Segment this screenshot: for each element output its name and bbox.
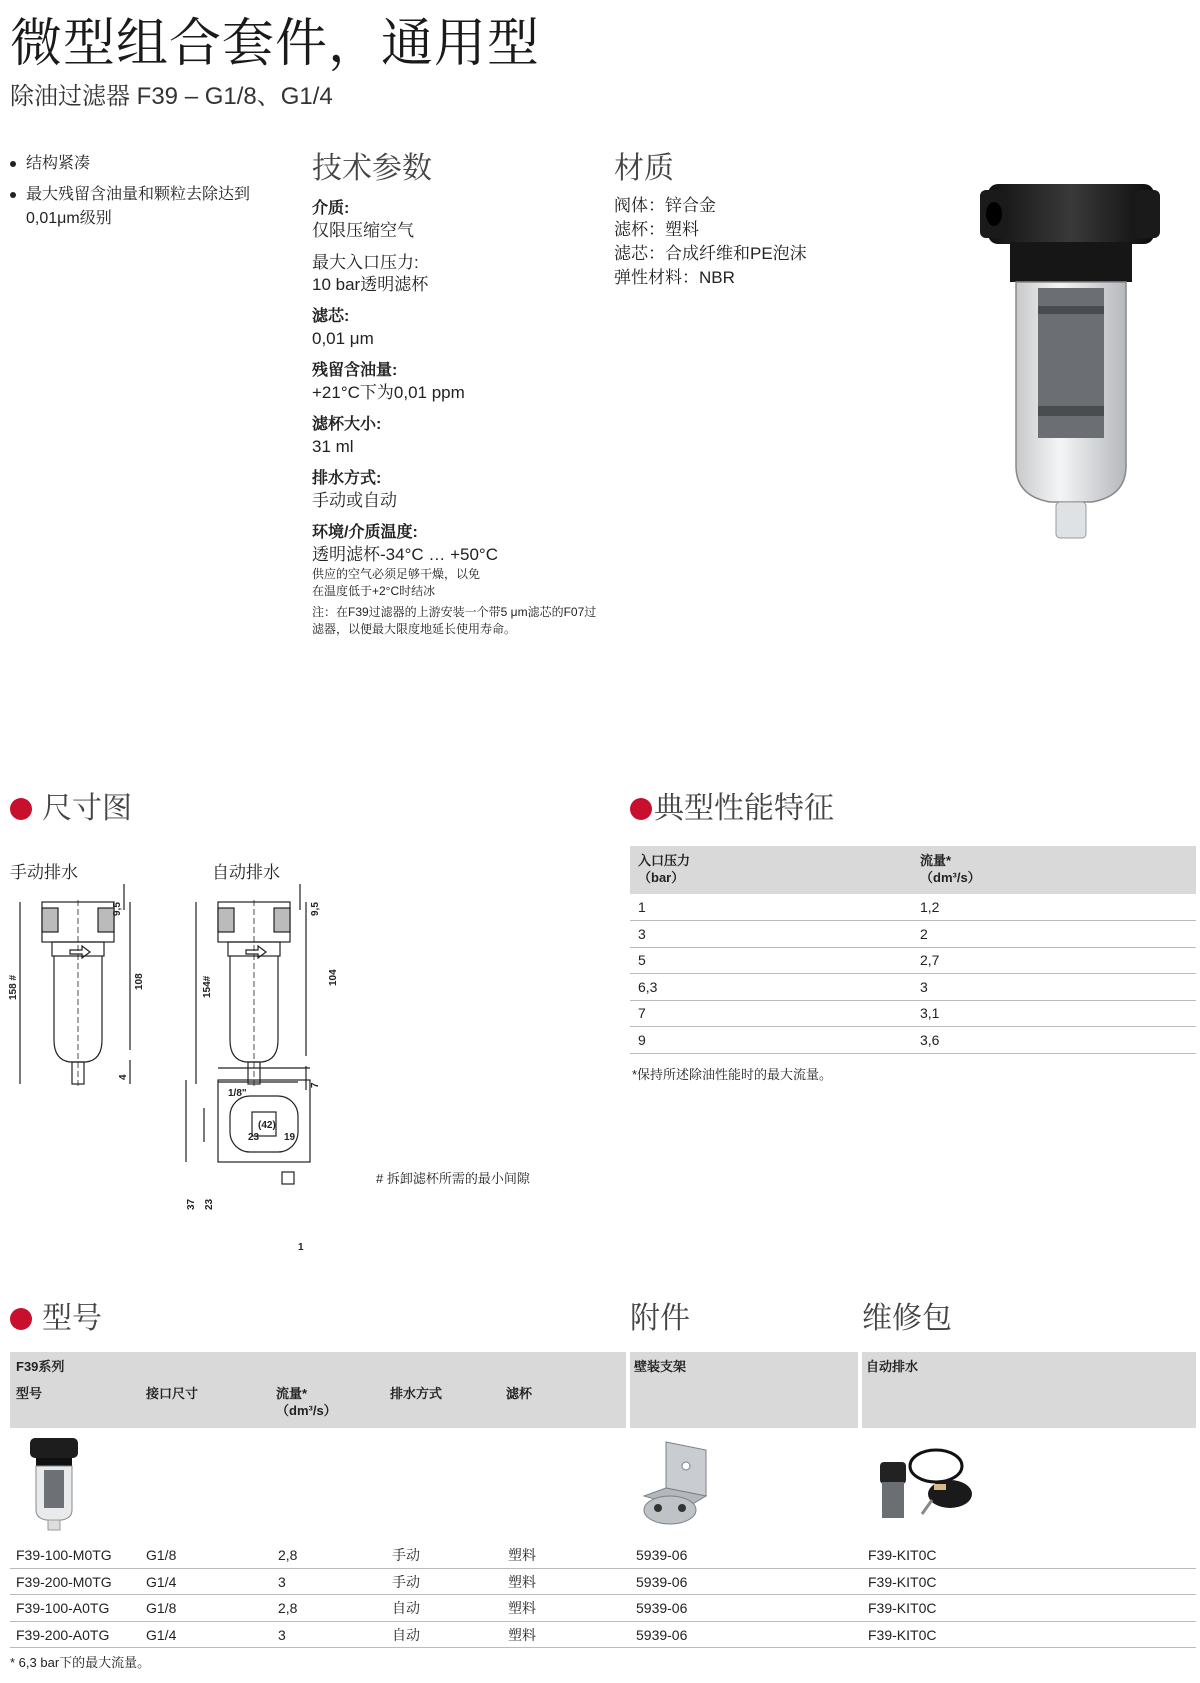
service-kit-image: [876, 1446, 986, 1526]
header-divider: [626, 1352, 630, 1428]
col-bowl: 滤杯: [506, 1386, 533, 1401]
table-row: [10, 1569, 1196, 1596]
dim-right: 19: [284, 1132, 296, 1143]
col-port: 接口尺寸: [146, 1386, 199, 1401]
pressure-cell: 7: [630, 1000, 912, 1027]
models-heading: [10, 1300, 102, 1338]
models-footnote: * 6,3 bar下的最大流量。: [10, 1655, 151, 1670]
filter-product-image: [980, 176, 1160, 546]
dim-auto-height: 104: [328, 969, 339, 986]
element-value: 0,01 μm: [312, 329, 374, 348]
pressure-cell: 6,3: [630, 974, 912, 1001]
bracket-part: 5939-06: [636, 1573, 688, 1590]
flow-rate: 3: [278, 1626, 286, 1643]
bowl-value: 31 ml: [312, 437, 354, 456]
table-row: [630, 1000, 1196, 1027]
dim-auto-top: 9,5: [310, 902, 321, 916]
flow-rate: 2,8: [278, 1547, 298, 1563]
col-pressure: [630, 846, 912, 894]
material-line: 滤杯：塑料: [614, 220, 699, 239]
col-pressure-label: 入口压力: [638, 853, 691, 868]
service-kit-part: F39-KIT0C: [868, 1573, 937, 1590]
col-flow-unit: （dm³/s）: [920, 870, 981, 885]
service-kit-part: F39-KIT0C: [868, 1626, 937, 1643]
col-flow-label: 流量*: [920, 853, 952, 868]
dim-h2: 23: [204, 1198, 215, 1210]
tech-heading: 技术参数: [312, 152, 432, 185]
flow-cell: 3: [912, 974, 1196, 1001]
page-title: 微型组合套件，通用型: [10, 15, 541, 73]
port-size: G1/8: [146, 1547, 177, 1563]
feature-item: 最大残留含油量和颗粒去除达到0,01μm级别: [10, 183, 270, 231]
table-row: [630, 974, 1196, 1001]
performance-heading: [630, 790, 834, 828]
service-kit-part: F39-KIT0C: [868, 1600, 937, 1616]
table-header-row: [630, 846, 1196, 894]
flow-rate: 2,8: [278, 1600, 298, 1616]
table-row: [630, 947, 1196, 974]
tech-specs: [312, 150, 622, 638]
dim-width: (42): [258, 1120, 276, 1131]
performance-footnote: *保持所述除油性能时的最大流量。: [632, 1067, 833, 1082]
col-flow: [912, 846, 1196, 894]
col-model: 型号: [16, 1386, 43, 1401]
dimensions-heading: [10, 790, 132, 828]
medium-label: 介质:: [312, 200, 350, 217]
models-heading-text: 型号: [42, 1302, 102, 1335]
performance-heading-text: 典型性能特征: [654, 792, 834, 825]
section-bullet-icon: [10, 1308, 32, 1330]
section-bullet-icon: [630, 798, 652, 820]
medium-value: 仅限压缩空气: [312, 221, 414, 240]
model-rows: [10, 1542, 1196, 1648]
manual-drain-label: 手动排水: [10, 863, 78, 882]
drain-label: 排水方式:: [312, 470, 382, 487]
bracket-part: 5939-06: [636, 1600, 688, 1616]
service-kit-heading: 维修包: [862, 1302, 952, 1335]
port-size: G1/4: [146, 1626, 177, 1643]
bracket-part: 5939-06: [636, 1626, 688, 1643]
dim-left: 23: [248, 1132, 260, 1143]
temp-label: 环境/介质温度:: [312, 524, 418, 541]
flow-cell: 3,6: [912, 1027, 1196, 1054]
col-bracket: 壁装支架: [634, 1359, 687, 1374]
dim-port: 1/8": [228, 1088, 247, 1099]
material-line: 阀体：锌合金: [614, 196, 716, 215]
wall-bracket-image: [636, 1436, 716, 1528]
header-divider: [858, 1352, 862, 1428]
bowl-material: 塑料: [508, 1573, 536, 1590]
bowl-material: 塑料: [508, 1626, 536, 1643]
drain-type: 手动: [392, 1547, 420, 1563]
pressure-cell: 5: [630, 947, 912, 974]
material-line: 滤芯：合成纤维和PE泡沫: [614, 244, 807, 263]
install-note: 注：在F39过滤器的上游安装一个带5 μm滤芯的F07过: [312, 605, 597, 619]
flow-cell: 3,1: [912, 1000, 1196, 1027]
dim-manual-bottom: 4: [118, 1074, 129, 1080]
col-flow: 流量*: [276, 1386, 308, 1401]
table-row: [630, 1027, 1196, 1054]
flow-rate: 3: [278, 1573, 286, 1590]
dim-h1: 37: [186, 1198, 197, 1210]
drain-type: 自动: [392, 1626, 420, 1643]
drain-value: 手动或自动: [312, 491, 397, 510]
dimension-drawing: [0, 880, 380, 1260]
temp-note: 在温度低于+2°C时结冰: [312, 584, 436, 598]
bowl-material: 塑料: [508, 1547, 536, 1563]
temp-note: 供应的空气必须足够干燥，以免: [312, 567, 481, 581]
callout-number: 1: [298, 1242, 304, 1253]
feature-item: 结构紧凑: [10, 152, 270, 176]
material-line: 弹性材料：NBR: [614, 268, 735, 287]
table-row: [10, 1542, 1196, 1569]
clearance-note: # 拆卸滤杯所需的最小间隙: [376, 1171, 530, 1186]
dim-manual-total: 158 #: [8, 974, 19, 1000]
pressure-cell: 1: [630, 894, 912, 921]
model-number: F39-200-A0TG: [16, 1626, 110, 1643]
filter-thumbnail-image: [26, 1436, 82, 1532]
dim-manual-height: 108: [134, 973, 145, 990]
dim-auto-bottom: 7: [310, 1082, 321, 1088]
dim-manual-top: 9,5: [112, 902, 123, 916]
model-number: F39-100-M0TG: [16, 1547, 112, 1563]
pressure-value: 10 bar透明滤杯: [312, 275, 429, 294]
performance-table: [630, 846, 1196, 1054]
element-label: 滤芯:: [312, 308, 350, 325]
col-drain: 排水方式: [390, 1386, 443, 1401]
model-number: F39-200-M0TG: [16, 1573, 112, 1590]
port-size: G1/8: [146, 1600, 177, 1616]
feature-list: [10, 152, 270, 238]
dimensions-heading-text: 尺寸图: [42, 792, 132, 825]
col-pressure-unit: （bar）: [638, 870, 685, 885]
bowl-material: 塑料: [508, 1600, 536, 1616]
oil-value: +21°C下为0,01 ppm: [312, 383, 465, 402]
auto-drain-label: 自动排水: [212, 863, 280, 882]
materials-heading: 材质: [614, 152, 674, 185]
flow-cell: 1,2: [912, 894, 1196, 921]
accessories-heading: 附件: [630, 1302, 690, 1335]
drain-type: 手动: [392, 1573, 420, 1590]
dim-auto-total: 154#: [202, 975, 213, 998]
series-label: F39系列: [16, 1359, 65, 1374]
model-number: F39-100-A0TG: [16, 1600, 110, 1616]
bowl-label: 滤杯大小:: [312, 416, 382, 433]
oil-label: 残留含油量:: [312, 362, 398, 379]
pressure-label: 最大入口压力:: [312, 253, 419, 272]
table-row: [10, 1595, 1196, 1622]
row-divider: [10, 1647, 1196, 1648]
table-row: [630, 921, 1196, 948]
materials: [614, 150, 874, 290]
table-row: [630, 894, 1196, 921]
col-flow-unit: （dm³/s）: [276, 1403, 337, 1418]
section-bullet-icon: [10, 798, 32, 820]
port-size: G1/4: [146, 1573, 177, 1590]
install-note: 滤器，以便最大限度地延长使用寿命。: [312, 622, 517, 636]
col-autodrain: 自动排水: [866, 1359, 919, 1374]
temp-value: 透明滤杯-34°C … +50°C: [312, 545, 499, 564]
page-subtitle: 除油过滤器 F39 – G1/8、G1/4: [10, 83, 333, 110]
pressure-cell: 9: [630, 1027, 912, 1054]
table-row: [10, 1622, 1196, 1649]
flow-cell: 2,7: [912, 947, 1196, 974]
bracket-part: 5939-06: [636, 1547, 688, 1563]
pressure-cell: 3: [630, 921, 912, 948]
flow-cell: 2: [912, 921, 1196, 948]
service-kit-part: F39-KIT0C: [868, 1547, 937, 1563]
drain-type: 自动: [392, 1600, 420, 1616]
